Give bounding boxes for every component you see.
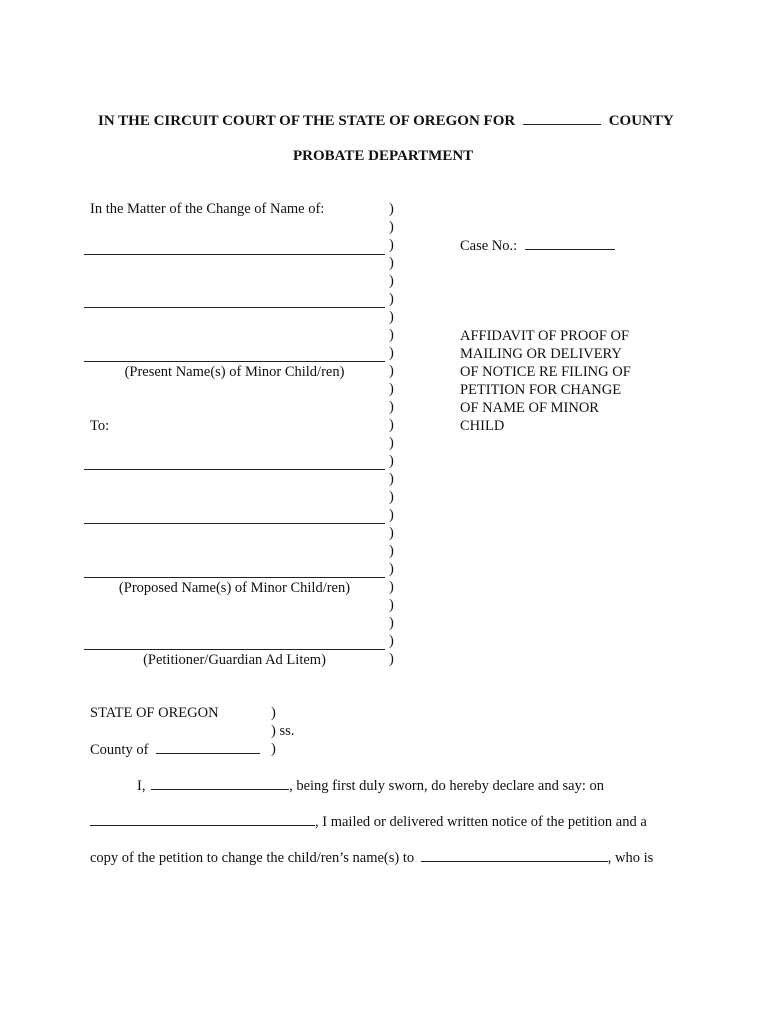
venue-paren: ): [271, 705, 276, 721]
caption-paren: ): [389, 435, 394, 451]
present-name-line-2[interactable]: [84, 307, 385, 308]
to-label: To:: [90, 418, 110, 434]
caption-paren: ): [389, 345, 394, 361]
caption-paren: ): [389, 309, 394, 325]
caption-paren: ): [389, 201, 394, 217]
affidavit-title-line: OF NAME OF MINOR: [460, 400, 599, 416]
caption-paren: ): [389, 471, 394, 487]
affidavit-title-line: MAILING OR DELIVERY: [460, 346, 622, 362]
case-number-blank[interactable]: [525, 237, 615, 250]
affidavit-title: [460, 327, 631, 435]
caption-paren: ): [389, 507, 394, 523]
court-heading-suffix: COUNTY: [608, 113, 674, 129]
date-blank[interactable]: [90, 813, 315, 826]
county-name-blank[interactable]: [523, 112, 601, 125]
declarant-suffix: , being first duly sworn, do hereby declare and say: on: [289, 778, 604, 794]
caption-paren: ): [389, 273, 394, 289]
petitioner-line[interactable]: [84, 649, 385, 650]
caption-paren: ): [389, 615, 394, 631]
venue-paren: ): [271, 741, 276, 757]
affidavit-title-line: AFFIDAVIT OF PROOF OF: [460, 328, 630, 344]
venue-state: STATE OF OREGON: [90, 705, 219, 721]
caption-paren: ): [389, 327, 394, 343]
present-names-label: (Present Name(s) of Minor Child/ren): [124, 364, 345, 380]
caption-paren: ): [389, 255, 394, 271]
caption-paren: ): [389, 543, 394, 559]
venue-ss: ) ss.: [271, 723, 295, 739]
proposed-names-label: (Proposed Name(s) of Minor Child/ren): [118, 580, 351, 596]
caption-paren: ): [389, 291, 394, 307]
venue-county: [90, 741, 260, 759]
body-line-3: [90, 849, 653, 867]
declarant-name-blank[interactable]: [151, 777, 289, 790]
venue-county-blank[interactable]: [156, 741, 260, 754]
body-line-2: [90, 813, 647, 831]
court-heading-prefix: IN THE CIRCUIT COURT OF THE STATE OF OREGON FOR: [98, 113, 516, 129]
caption-paren: ): [389, 561, 394, 577]
matter-label: In the Matter of the Change of Name of:: [90, 201, 325, 217]
petitioner-label: (Petitioner/Guardian Ad Litem): [143, 652, 326, 668]
caption-paren: ): [389, 633, 394, 649]
caption-paren: ): [389, 651, 394, 667]
recipient-blank[interactable]: [421, 849, 608, 862]
caption-paren: ): [389, 417, 394, 433]
court-heading: [98, 112, 674, 130]
caption-paren-column: [389, 200, 403, 668]
caption-paren: ): [389, 399, 394, 415]
affidavit-title-line: OF NOTICE RE FILING OF: [460, 364, 631, 380]
caption-paren: ): [389, 597, 394, 613]
caption-paren: ): [389, 237, 394, 253]
caption-paren: ): [389, 363, 394, 379]
venue-county-label: County of: [90, 742, 149, 758]
mailing-statement: , I mailed or delivered written notice of the petition and a: [315, 814, 647, 830]
proposed-name-line-3[interactable]: [84, 577, 385, 578]
caption-paren: ): [389, 579, 394, 595]
proposed-name-line-2[interactable]: [84, 523, 385, 524]
affidavit-title-line: PETITION FOR CHANGE: [460, 382, 622, 398]
present-name-line-1[interactable]: [84, 254, 385, 255]
body-line-1: [137, 777, 604, 795]
caption-paren: ): [389, 525, 394, 541]
present-name-line-3[interactable]: [84, 361, 385, 362]
case-number-label: Case No.:: [460, 238, 518, 254]
caption-paren: ): [389, 453, 394, 469]
department-heading: PROBATE DEPARTMENT: [293, 148, 474, 164]
affidavit-title-line: CHILD: [460, 418, 505, 434]
proposed-name-line-1[interactable]: [84, 469, 385, 470]
caption-paren: ): [389, 489, 394, 505]
declarant-prefix: I,: [137, 778, 146, 794]
recipient-suffix: , who is: [607, 850, 654, 866]
case-number: [460, 237, 615, 255]
recipient-prefix: copy of the petition to change the child/ren’s name(s) to: [90, 850, 415, 866]
caption-paren: ): [389, 219, 394, 235]
caption-paren: ): [389, 381, 394, 397]
